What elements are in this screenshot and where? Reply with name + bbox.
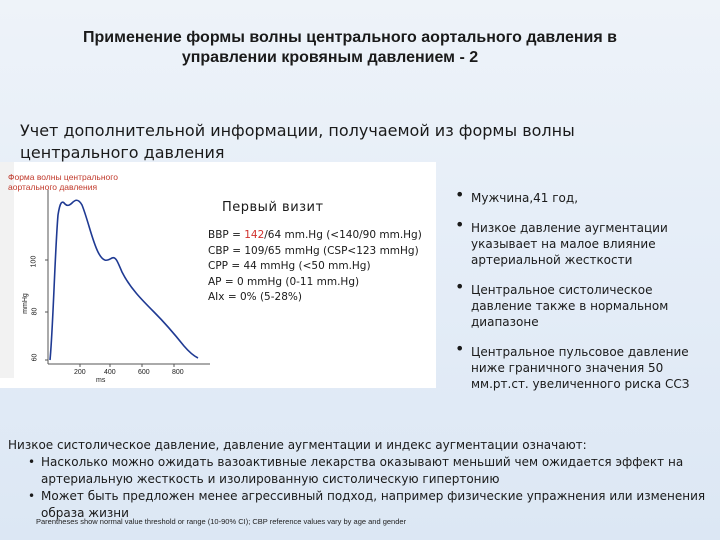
stat-bbp	[208, 228, 422, 244]
bullet-dot-icon: •	[455, 215, 465, 234]
x-tick-label: 600	[138, 369, 150, 376]
slide-title-line2: управлении кровяным давлением - 2	[181, 49, 479, 66]
conclusion-block	[8, 437, 714, 522]
stats-block	[208, 228, 422, 306]
conclusion-item	[8, 454, 714, 488]
x-tick-label: 400	[104, 369, 116, 376]
x-axis-label: ms	[96, 377, 106, 384]
bullet-item	[455, 185, 715, 206]
stat-cpp: CPP = 44 mmHg (<50 mm.Hg)	[208, 260, 371, 272]
bullet-dot-icon: •	[455, 277, 465, 296]
conclusion-text: Насколько можно ожидать вазоактивные лекарства оказывают меньший чем ожидается эффект на артериальную жесткость и изолированную систолическую гипертонию	[41, 455, 684, 486]
chart-label: Форма волны центрального аортального давления	[8, 172, 118, 192]
bbp-prefix: BBP =	[208, 229, 245, 241]
stat-aix: AIx = 0% (5-28%)	[208, 291, 302, 303]
bullet-dot-icon: •	[28, 489, 36, 503]
bullet-text: Мужчина,41 год,	[471, 191, 579, 205]
visit-label: Первый визит	[222, 200, 324, 215]
conclusion-text: Может быть предложен менее агрессивный подход, например физические упражнения или изменения образа жизни	[41, 489, 706, 520]
bullet-item	[455, 277, 715, 330]
bbp-suffix: /64 mm.Hg (<140/90 mm.Hg)	[264, 229, 422, 241]
y-tick-label: 60	[31, 353, 39, 362]
conclusion-intro: Низкое систолическое давление, давление аугментации и индекс аугментации означают:	[8, 438, 587, 452]
right-bullets	[455, 185, 715, 406]
subtitle: Учет дополнительной информации, получаемой из формы волны центрального давления	[20, 121, 575, 162]
bullet-item	[455, 215, 715, 268]
waveform-chart	[20, 160, 220, 390]
stat-cbp: CBP = 109/65 mmHg (CSP<123 mmHg)	[208, 244, 419, 257]
x-tick-label: 800	[172, 369, 184, 376]
bullet-text: Центральное пульсовое давление ниже граничного значения 50 мм.рт.ст. увеличенного риска ССЗ	[471, 345, 690, 391]
bullet-dot-icon: •	[455, 339, 465, 358]
y-axis-label: mmHg	[21, 293, 29, 314]
slide-title	[0, 28, 720, 68]
x-tick-label: 200	[74, 369, 86, 376]
bullet-dot-icon: •	[455, 185, 465, 204]
stat-ap: AP = 0 mmHg (0-11 mm.Hg)	[208, 275, 360, 288]
bbp-value: 142	[244, 229, 265, 241]
bullet-text: Низкое давление аугментации указывает на малое влияние артериальной жесткости	[471, 221, 668, 267]
pressure-curve	[50, 200, 198, 360]
slide-title-line1: Применение формы волны центрального аортального давления в	[83, 29, 617, 46]
bullet-dot-icon: •	[28, 455, 36, 469]
bullet-item	[455, 339, 715, 392]
y-tick-label: 80	[31, 307, 39, 316]
y-tick-label: 100	[30, 255, 38, 268]
bullet-text: Центральное систолическое давление также в нормальном диапазоне	[471, 283, 669, 329]
footnote: Parentheses show normal value threshold or range (10-90% CI); CBP reference values vary by age and gender	[36, 517, 407, 526]
panel-shadow	[0, 162, 14, 378]
